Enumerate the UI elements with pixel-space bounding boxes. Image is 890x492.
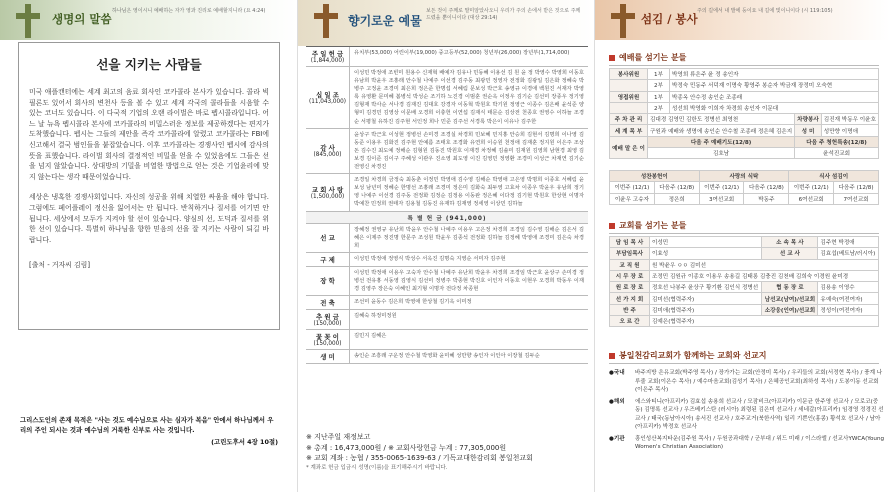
finance-note: * 계좌로 헌금 입금시 성명(이름)을 표기해주시기 바랍니다. xyxy=(306,464,448,471)
staff-names: 김미선(협력주자) xyxy=(650,293,762,304)
category-label: 장 학 xyxy=(320,277,335,286)
service-number: 1부 xyxy=(648,69,670,80)
offering-category xyxy=(306,224,350,252)
mission-entries: 바주지방 은유교회(박주영 목사) / 장가가는 교회(안정미 목사) / 우리들의 교회(서정현 목사) / 풍계 나루줄 교회(이은수 목사) / 예수마음교회(김성기 목사) / 은혜공인교회(최하성 목사) / 도봉이동 선교회(이은주 목사) xyxy=(635,370,883,393)
partner-churches-heading: 봉일천감리교회가 함께하는 교회와 선교지 xyxy=(609,350,879,364)
category-label: 주 일 헌 금 xyxy=(311,50,344,58)
week-label: 다음주 (12/8) xyxy=(654,182,699,193)
staff-names: 김주현 박정애 xyxy=(818,237,879,248)
staff-names: 조정민 김원규 이종호 이용우 송용길 김태롱 김충진 김천배 김희숙 이경원 윤미경 xyxy=(650,270,879,281)
staff-role: 원 로 장 로 xyxy=(610,282,650,293)
schedule-cell: 7여선교회 xyxy=(834,193,879,204)
offering-category xyxy=(306,67,350,128)
offerings-header xyxy=(298,0,594,46)
offering-category xyxy=(306,253,350,266)
service-panel xyxy=(594,0,890,492)
donor-names: 조경일 차경희 금정숙 최동춘 이정민 박영애 김수영 김해순 박영애 고은영 박명희 이종호 서혜림 윤보성 남년미 정혜순 한명선 조홍래 조경미 정은미 김화숙 최두영 고효차 이종우 박윤우 유남희 정기영 나예주 이선경 김주동 전정화 김정순 김정용 이동완 정은혜 이다정 김기현 박원호 한상현 이명자 박예찬 민정희 권태자 김용철 김동진 유재하 김재영 정세영 이상민 김하늘 xyxy=(354,177,584,208)
staff-role: 오 르 간 xyxy=(610,316,650,327)
staff-names: 김미애(협력주자) xyxy=(650,304,762,315)
special-offering-heading: 특 별 헌 금 (941,000) xyxy=(306,212,588,224)
schedule-table xyxy=(609,170,879,205)
category-label: 추 원 금 xyxy=(316,313,339,322)
finance-note: ※ 교회 계좌 : 농협 / 355-0065-1639-63 / 기독교대한감리회 봉일천교회 xyxy=(306,454,533,463)
week-label: 이번주 (12/1) xyxy=(789,182,834,193)
mission-category: ●기관 xyxy=(609,435,625,442)
row-label: 주 차 관 리 xyxy=(610,114,648,125)
staff-role: 시 무 장 로 xyxy=(610,270,650,281)
rice-names: 성만향 이명애 xyxy=(821,125,878,136)
mission-entries: 흥인성산복지타운(김주원 목사) / 두원공과대학 / 군부대 / 위드 미래 / 이스라엘 / 선교사YWCA(Young Women's Christian Association) xyxy=(635,435,885,450)
staff-role: 선 가 지 회 xyxy=(610,293,650,304)
category-label: 교 회 사 랑 xyxy=(311,185,344,194)
offering-row xyxy=(306,296,588,310)
mission-entries: 에스와티니(아프리카) 김효섭 송용희 선교사 / 모잠비크(아프리카) 이문균 한주영 선교사 / 모로코(중동) 김명록 선교사 / 우즈베키스탄 (러시아) 최령된 김은미 선교사 / 세네갈(아프리카) 임경영 정경진 선교사 / 태국(동남아시아) 송서진 선교사 / 호주교거(북한사역) 일리 기쁜인(홍콩) 황석호 선교사 / 남아(아프리카) 박정호 선교사 xyxy=(635,398,884,430)
staff-role: 소 속 목 사 xyxy=(762,237,818,248)
donor-names: 송인순 조흥래 구운정 안수철 박영화 윤미혜 성만향 송인자 이인아 이장철 김두순 xyxy=(354,353,540,360)
schedule-cell: 정은희 xyxy=(654,193,699,204)
staff-names: 정호선 나봉주 윤상구 황기환 김인식 정병선 xyxy=(650,282,762,293)
server-names: 박정숙 민동주 서덕재 이명숙 황영주 봉순자 박금재 장정미 오숙현 xyxy=(670,80,879,91)
staff-role: 부담임목사 xyxy=(610,248,650,259)
parking-names: 김대경 김영민 김한도 정병선 최영천 xyxy=(648,114,795,125)
offering-row xyxy=(306,224,588,253)
server-names: 박영희 류은주 윤 정 송인자 xyxy=(670,69,879,80)
row-label: 성 미 xyxy=(795,125,822,136)
week-label: 다음주 (12/8) xyxy=(834,182,879,193)
next-prayer: 김호남 xyxy=(648,148,795,159)
offerings-table xyxy=(306,46,588,364)
staff-role: 반 주 xyxy=(610,304,650,315)
staff-row xyxy=(610,259,879,270)
worship-servers-heading: 예배를 섬기는 분들 xyxy=(609,52,879,66)
service-number: 2부 xyxy=(648,102,670,113)
vehicle-names: 김진재 박동우 이윤호 xyxy=(821,114,878,125)
church-staff-table xyxy=(609,236,879,327)
mission-category: ●해외 xyxy=(609,398,625,405)
category-label: 꽃 꽂 이 xyxy=(316,333,339,342)
staff-role: 담 임 목 사 xyxy=(610,237,650,248)
offering-row xyxy=(306,330,588,350)
staff-row xyxy=(610,237,879,248)
staff-role: 교 직 원 xyxy=(610,259,650,270)
donor-names: 이성민 박정애 이용우 고숙자 안수철 나예주 유난희 박윤우 차경희 조경임 박근호 윤상구 손미경 정병선 전유홍 서동영 김영식 김선미 정병주 박종현 박진호 이인자 이동호 이현우 오경희 박동우 이재경 김영주 장은숙 이혜인 최기형 이명자 전다정 차종현 xyxy=(354,269,584,292)
offering-category xyxy=(306,129,350,173)
donor-names: 이성민 박정애 정영식 박성수 서옥진 김명숙 지영순 서미자 김주현 xyxy=(354,255,506,262)
staff-names: 김효섭(베트남/러시아) xyxy=(818,248,879,259)
schedule-cell: 이윤우 고슈자 xyxy=(610,193,655,204)
header-verse: 보든 것이 주께로 말미암았사오니 우리가 주의 손에서 받은 것으로 주께 드렸을 뿐이니이다 (대상 29:14) xyxy=(426,8,581,21)
offering-row xyxy=(306,67,588,129)
category-label: 선 교 xyxy=(320,234,335,243)
row-label xyxy=(610,102,648,113)
donor-names: 김민지 김혜은 xyxy=(354,333,387,340)
week-label: 다음주 (12/8) xyxy=(744,182,789,193)
ministry-names: 구원과 예배와 생명에 송인순 안수철 조종래 정은혜 김은지 xyxy=(648,125,795,136)
category-label: 십 일 조 xyxy=(316,90,339,99)
quote-reference: (고린도후서 4장 10절) xyxy=(211,438,278,446)
offering-row xyxy=(306,350,588,364)
staff-row xyxy=(610,270,879,281)
staff-role: 선 교 사 xyxy=(762,248,818,259)
sermon-heading: 선을 지키는 사람들 xyxy=(96,57,202,72)
staff-names: 김용송 이영수 xyxy=(818,282,879,293)
category-label: 전 축 xyxy=(320,299,335,308)
donor-names: 유치부(53,000) 어린이부(19,000) 중고등부(52,000) 청년부(26,000) 장년부(1,714,000) xyxy=(354,50,570,56)
staff-row xyxy=(610,248,879,259)
word-of-life-panel xyxy=(0,0,297,492)
offering-category xyxy=(306,267,350,295)
mission-list xyxy=(609,369,885,455)
header-verse: 하나님은 영이시니 예배하는 자가 영과 진리로 예배할지니라 (요 4:24) xyxy=(112,8,266,14)
service-header xyxy=(595,0,890,40)
server-names: 성선희 박영화 이희자 차경희 송인자 이문대 xyxy=(670,102,879,113)
cross-icon xyxy=(14,4,42,38)
quote-text: 그리스도인의 존재 목적은 "사는 것도 예수님으로 사는 심자가 복음" 안에서 하나님께서 우리의 주인 되시는 것과 예수님의 거룩한 신부로 사는 것입니다. xyxy=(20,416,274,434)
week-label: 이번주 (12/1) xyxy=(699,182,744,193)
service-number: 2부 xyxy=(648,80,670,91)
offering-category xyxy=(306,350,350,363)
next-choir: 윤석진교회 xyxy=(795,148,879,159)
worship-servers-table xyxy=(609,68,879,159)
finance-notes xyxy=(306,432,588,472)
offering-row xyxy=(306,174,588,211)
mission-group xyxy=(609,369,885,395)
offering-category xyxy=(306,296,350,309)
row-label: 봉사위원 xyxy=(610,69,648,80)
category-amount: (1,844,000) xyxy=(310,58,345,64)
staff-names: 김예은(협력주자) xyxy=(650,316,879,327)
category-amount: (1,500,000) xyxy=(310,193,345,200)
header-verse: 주의 길에서 내 발에 등이요 내 길에 빛이니이다 (시 119:105) xyxy=(697,8,833,14)
category-label: 감 사 xyxy=(320,144,335,153)
offering-category xyxy=(306,174,350,210)
church-servers-heading: 교회를 섬기는 분들 xyxy=(609,220,879,234)
staff-row xyxy=(610,293,879,304)
staff-row xyxy=(610,316,879,327)
staff-row xyxy=(610,282,879,293)
row-label xyxy=(610,80,648,91)
mission-group xyxy=(609,435,885,452)
schedule-heading: 성찬봉헌이 xyxy=(610,171,700,182)
finance-note: ※ 총계 : 16,473,000원 / ※ 교회사랑헌금 누계 : 77,305,000원 xyxy=(306,443,507,452)
offering-category xyxy=(306,330,350,349)
schedule-cell: 3여선교회 xyxy=(699,193,744,204)
schedule-cell: 박동주 xyxy=(744,193,789,204)
service-number: 1부 xyxy=(648,91,670,102)
donor-names: 장혜정 권영규 유난희 박윤우 안수철 나예주 이용우 고은정 차경희 조경임 김수영 김해순 김은서 김혜은 이제주 정진명 한문주 조성원 박윤우 김종석 전정화 김하늘 김정혜 박영애 조경미 김은숙 차경희 xyxy=(354,226,584,249)
server-names: 박종옥 안수정 송인순 조종래 xyxy=(670,91,879,102)
finance-note: ※ 지난주일 재정보고 xyxy=(306,433,371,441)
next-choir-heading: 다음 주 청헌특송(12/8) xyxy=(795,136,879,147)
schedule-heading: 식사 섬김이 xyxy=(789,171,879,182)
category-label: 생 미 xyxy=(320,353,335,362)
offering-category xyxy=(306,47,350,66)
donor-names: 김혜숙 하정미정원 xyxy=(354,313,397,320)
staff-role: 남선교(남여)/선교회 xyxy=(762,293,818,304)
row-label: 영접위원 xyxy=(610,91,648,102)
staff-names: 유예숙(여전여자) xyxy=(818,293,879,304)
category-label: 구 제 xyxy=(320,255,335,264)
section-title: 향기로운 예물 xyxy=(348,14,422,28)
staff-role: 협 동 장 로 xyxy=(762,282,818,293)
category-amount: (150,000) xyxy=(313,341,342,348)
closing-quote xyxy=(20,415,278,447)
sermon-box xyxy=(18,42,280,330)
donor-names: 조선미 윤동수 김은희 박영애 한상철 김기옥 이미정 xyxy=(354,299,472,306)
cross-icon xyxy=(609,4,637,38)
sermon-source: [출처 - 거자씨 김림] xyxy=(29,261,91,270)
offering-category xyxy=(306,310,350,329)
sermon-paragraph: 미국 애플캔터에는 세계 최고의 음료 회사인 코카콜라 본사가 있습니다. 콜라 빅필론도 있어서 회사의 변천사 등을 볼 수 있고 세계 각국의 콜라들을 시음할 수 있는 코너도 있습니다. 이 다국적 기업의 오랜 라이벌은 바로 펩시콜라입니다. 어느 날 뉴욕 펩시콜라 본사에 코카콜라의 비밀스러운 정보를 제공하겠다는 편지가 도착했습니다. 펩시는 그들의 제안을 즉각 코카콜라에 알렸고 코카콜라는 FBI에 신고해서 결국 범인들을 붙잡았습니다. 이후 코카콜라는 경쟁사인 펩시에 감사의 뜻을 표했습니다. 라이벌 회사의 결정적인 비밀을 얻을 수 있었음에도 그들은 선을 넘지 않았습니다. 상대방의 기밀을 비열한 방법으로 얻는 것은 기업윤리에 맞지 않는다는 생각 때문이었습니다. xyxy=(29,88,269,181)
word-of-life-header xyxy=(0,0,297,40)
schedule-heading: 사랑의 식탁 xyxy=(699,171,789,182)
cross-icon xyxy=(312,4,340,38)
sermon-paragraph: 세상은 냉혹한 경쟁사회입니다. 자신의 성공을 위해 치열한 싸움을 해야 합니다. 그럼에도 페어플레이 정신을 잃어서는 안 됩니다. 반칙하거나 질서를 어기면 안 됩니다. 세상에서 모두가 지켜야 할 선이 있습니다. 양심의 선, 도덕과 질서를 위한 선이 있습니다. 특별히 하나님을 향한 믿음의 선을 잘 지키는 사람이 되길 바랍니다. xyxy=(29,193,269,244)
staff-names: 이효성 xyxy=(650,248,762,259)
row-label: 차량봉사 xyxy=(795,114,822,125)
staff-role: 소강웅(인여)/선교회 xyxy=(762,304,818,315)
next-prayer-heading: 다음 주 예배기도(12/8) xyxy=(648,136,795,147)
staff-names: 이성민 xyxy=(650,237,762,248)
category-amount: (845,000) xyxy=(313,152,342,159)
schedule-cell: 6여선교회 xyxy=(789,193,834,204)
row-label: 세 계 목 부 xyxy=(610,125,648,136)
offering-row xyxy=(306,129,588,174)
offering-row xyxy=(306,310,588,330)
donor-names: 이성민 박정애 조빈미 원용수 신재혁 배예자 김유나 민동혜 이용선 김 원 윤 정 박영수 박영희 이동호 유남희 박윤우 조홍래 안수철 나예주 이선경 김주동 최광민 정영자 전정화 김광일 김은화 정혜숙 박병주 고정윤 조경미 최은희 정은준 한명섭 서혜림 문보성 박근호 송영규 이경애 백원진 서재자 박영록 유영환 문미혜 봄병석 박성순 조기하 노진경 이범훈 권순옥 이정우 김기순 김선미 장종우 정기영 김형재 박사순 서나경 김재진 김대호 강경자 이동혁 박원호 박기원 정영근 이종수 김은배 윤석준 양형미 김경민 김영상 이문배 오경희 이충헌 이연섭 김재식 태문순 김상전 천종호 권영수 이하늘 조경순 서평철 유하진 김주현 서인정 희나 민준 김주선 서경록 박은이 이유나 김주한 xyxy=(354,70,584,125)
row-label: 예배 말 은 이 xyxy=(610,136,648,159)
mission-group xyxy=(609,398,885,432)
staff-names: 원 박윤우 ㅇㅇ 김미선 xyxy=(650,259,879,270)
mission-category: ●국내 xyxy=(609,370,625,376)
offering-row xyxy=(306,267,588,296)
staff-names: 정성이(여전여자) xyxy=(818,304,879,315)
section-title: 생명의 말씀 xyxy=(52,12,112,26)
category-amount: (150,000) xyxy=(313,321,342,328)
section-title: 섬김 / 봉사 xyxy=(641,12,698,26)
week-label: 이번주 (12/1) xyxy=(610,182,655,193)
offerings-panel xyxy=(297,0,594,492)
donor-names: 윤상구 박근호 이성현 정병선 손미경 조경실 차경희 민보혜 민지홍 안승희 김현서 김명희 이나영 김동준 이용우 김화진 김주현 안예름 조태호 조경화 유연희 이승원 천정애 김재훈 정지원 이은주 조상돈 김수진 최도예 정해순 김형원 김동진 박원호 이재경 차정혜 김솔미 김재원 김영희 남현경 최영 김보경 김이준 김이구 주혜성 이관우 진소영 최도영 이진 김영민 정영환 조경미 이성근 차재연 김기순 전영신 차경진 xyxy=(354,131,584,171)
offering-row xyxy=(306,253,588,267)
staff-row xyxy=(610,304,879,315)
offering-row xyxy=(306,47,588,67)
category-amount: (11,043,000) xyxy=(308,98,346,105)
